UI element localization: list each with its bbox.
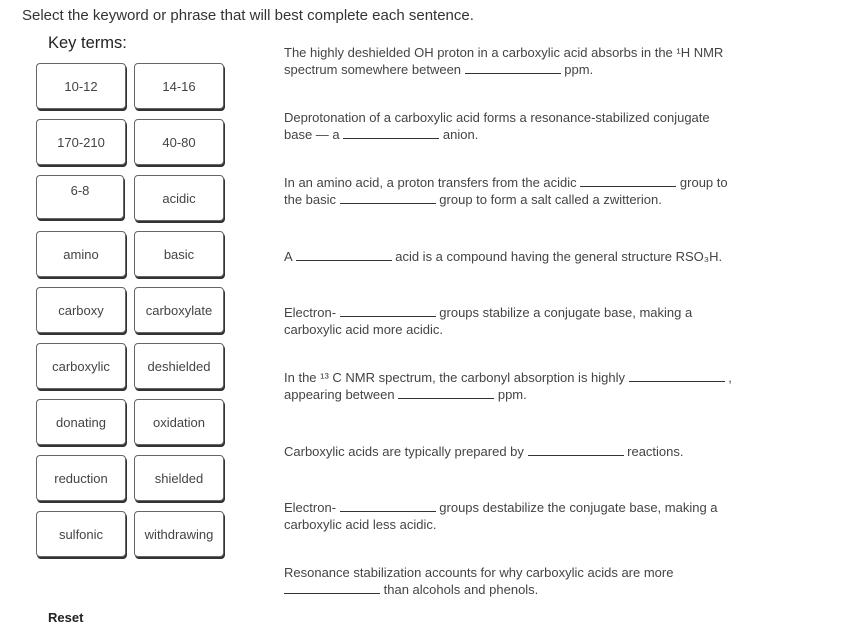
answer-blank[interactable] <box>629 369 725 382</box>
sentence-text: The highly deshielded OH proton in a carboxylic acid absorbs in the ¹H NMR <box>284 45 724 60</box>
answer-blank[interactable] <box>580 174 676 187</box>
sentence-text: Electron- <box>284 305 337 320</box>
term-tile[interactable]: deshielded <box>134 343 224 389</box>
term-tile[interactable]: basic <box>134 231 224 277</box>
sentence-text: ppm. <box>564 62 594 77</box>
term-tile[interactable]: 40-80 <box>134 119 224 165</box>
sentence-text: group to <box>679 175 728 190</box>
sentence-text: ppm. <box>497 387 527 402</box>
term-tile[interactable]: carboxylic <box>36 343 126 389</box>
sentence-text: groups stabilize a conjugate base, making a <box>439 305 693 320</box>
sentence-text: group to form a salt called a zwitterion. <box>439 192 662 207</box>
sentence-text: Electron- <box>284 500 337 515</box>
reset-button[interactable]: Reset <box>48 610 84 625</box>
answer-blank[interactable] <box>343 126 439 139</box>
term-tile[interactable]: donating <box>36 399 126 445</box>
term-tile[interactable]: amino <box>36 231 126 277</box>
term-tile[interactable]: sulfonic <box>36 511 126 557</box>
answer-blank[interactable] <box>284 581 380 594</box>
answer-blank[interactable] <box>398 386 494 399</box>
term-tile[interactable]: 14-16 <box>134 63 224 109</box>
sentence-text: A <box>284 249 292 264</box>
instruction-text: Select the keyword or phrase that will best complete each sentence. <box>22 7 474 24</box>
sentence-text: In an amino acid, a proton transfers from the acidic <box>284 175 577 190</box>
answer-blank[interactable] <box>296 248 392 261</box>
term-tile[interactable]: oxidation <box>134 399 224 445</box>
answer-blank[interactable] <box>340 499 436 512</box>
term-tile[interactable]: carboxylate <box>134 287 224 333</box>
sentence-text: Deprotonation of a carboxylic acid forms a resonance-stabilized conjugate <box>284 110 710 125</box>
sentence-text: In the ¹³ C NMR spectrum, the carbonyl absorption is highly <box>284 370 626 385</box>
sentence-text: the basic <box>284 192 337 207</box>
sentence-text: acid is a compound having the general structure RSO₃H. <box>395 249 723 264</box>
term-tile[interactable]: 6-8 <box>36 175 124 219</box>
term-tile[interactable]: 10-12 <box>36 63 126 109</box>
answer-blank[interactable] <box>340 304 436 317</box>
sentence-text: Carboxylic acids are typically prepared by <box>284 444 524 459</box>
sentence-7 <box>284 443 684 460</box>
answer-blank[interactable] <box>340 191 436 204</box>
sentence-text: base — a <box>284 127 340 142</box>
term-tile[interactable]: reduction <box>36 455 126 501</box>
term-tile[interactable]: acidic <box>134 175 224 221</box>
sentence-text: groups destabilize the conjugate base, making a <box>439 500 718 515</box>
sentence-9 <box>284 564 673 598</box>
answer-blank[interactable] <box>528 443 624 456</box>
sentence-text: reactions. <box>627 444 684 459</box>
sentence-8 <box>284 499 718 533</box>
answer-blank[interactable] <box>465 61 561 74</box>
sentence-2 <box>284 109 710 143</box>
term-tile[interactable]: withdrawing <box>134 511 224 557</box>
term-tile[interactable]: 170-210 <box>36 119 126 165</box>
sentence-6 <box>284 369 732 403</box>
term-tile[interactable]: shielded <box>134 455 224 501</box>
sentence-1 <box>284 44 723 78</box>
sentence-3 <box>284 174 728 208</box>
sentence-text: than alcohols and phenols. <box>383 582 539 597</box>
sentence-text: carboxylic acid less acidic. <box>284 517 437 532</box>
sentence-5 <box>284 304 692 338</box>
sentence-4 <box>284 248 722 265</box>
sentence-text: Resonance stabilization accounts for why carboxylic acids are more <box>284 565 674 580</box>
sentence-text: anion. <box>442 127 479 142</box>
sentence-text: appearing between <box>284 387 395 402</box>
sentence-text: spectrum somewhere between <box>284 62 462 77</box>
sentence-text: , <box>728 370 732 385</box>
key-terms-header: Key terms: <box>48 34 127 52</box>
sentence-text: carboxylic acid more acidic. <box>284 322 443 337</box>
term-tile[interactable]: carboxy <box>36 287 126 333</box>
